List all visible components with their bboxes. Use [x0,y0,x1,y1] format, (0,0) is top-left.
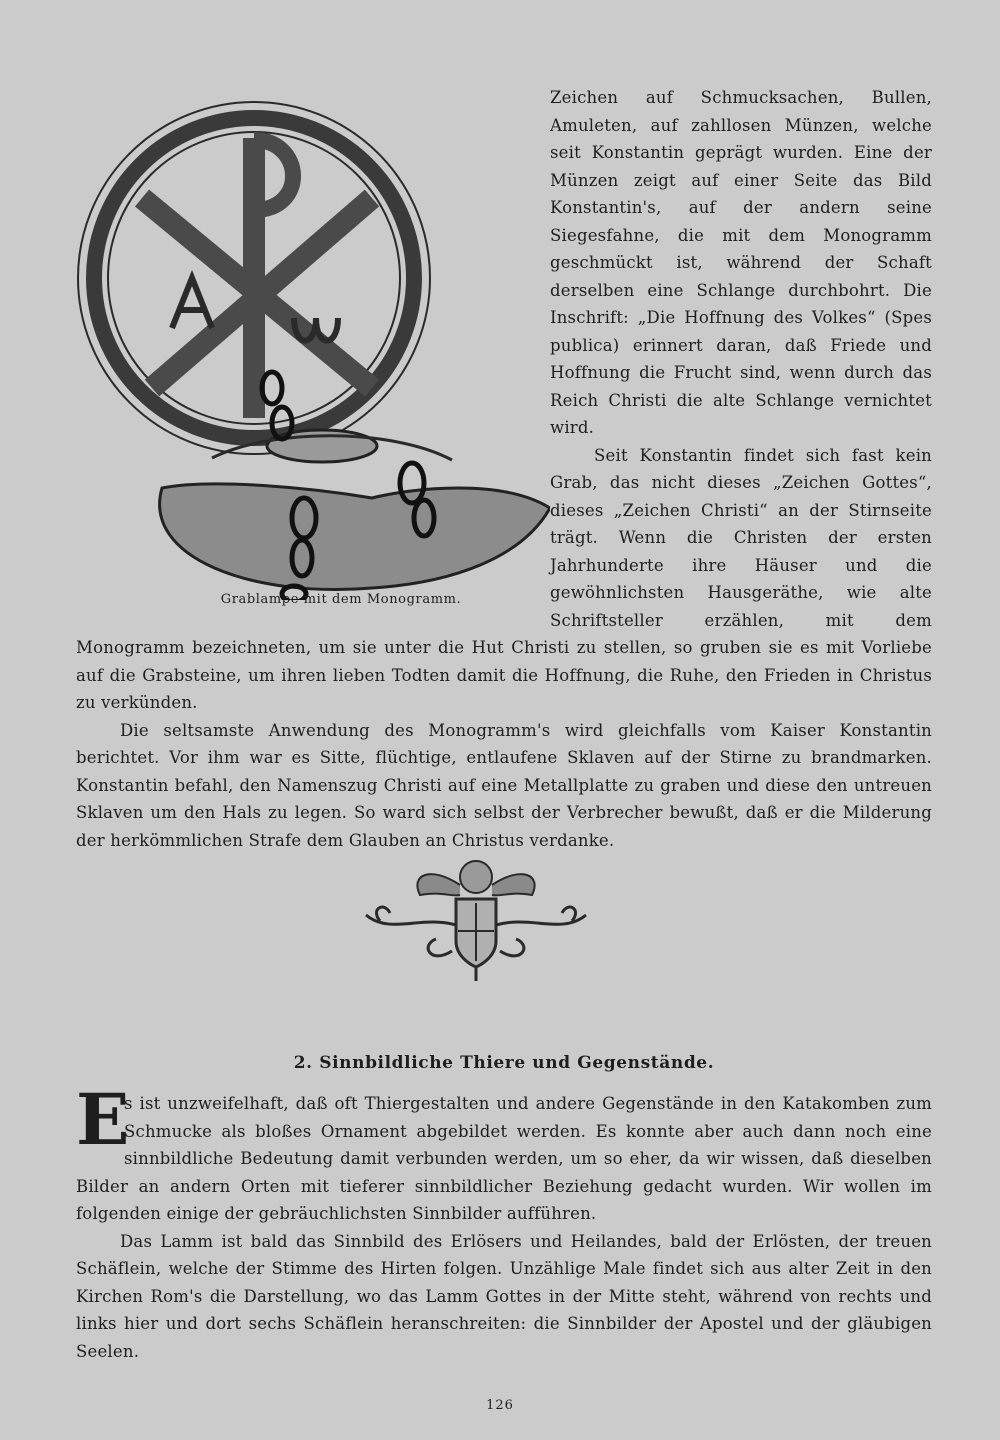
section-title: 2. Sinnbildliche Thiere und Gegenstände. [293,1053,715,1073]
dropcap: E [76,1078,130,1161]
page-number: 126 [486,1398,514,1413]
paragraph-top-2: Seit Konstantin findet sich fast kein Grab, das nicht dieses „Zeichen Gottes“, dieses „Zeichen Christi“ an der Stirnseite trägt. Wenn die Christen der ersten Jahrhunderte ihre Häuser und die gewöhnlichsten Hausgeräthe, wie alte Schriftsteller erzählen, mit dem Monogramm bezeichneten, um sie unter die Hut Christi zu stellen, so gruben sie es mit Vorliebe auf die Grabsteine, um ihren lieben Todten damit die Hoffnung, die Ruhe, den Frieden in Christus zu verkünden. [76,445,932,712]
paragraph-top-3: Die seltsamste Anwendung des Monogramm's wird gleichfalls vom Kaiser Konstantin berichtet. Vor ihm war es Sitte, flüchtige, entlaufene Sklaven auf der Stirne zu brandmarken. Konstantin befahl, den Namenszug Christi auf eine Metallplatte zu graben und diese den untreuen Sklaven um den Hals zu legen. So ward sich selbst der Verbrecher bewußt, daß er die Milderung der herkömmlichen Strafe dem Glauben an Christus verdanke. [76,720,932,850]
bottom-text-block [76,1078,932,1365]
paragraph-top-1: Zeichen auf Schmucksachen, Bullen, Amuleten, auf zahllosen Münzen, welche seit Konstantin geprägt wurden. Eine der Münzen zeigt auf einer Seite das Bild Konstantin's, auf der andern seine Siegesfahne, die mit dem Monogramm geschmückt ist, während der Schaft derselben eine Schlange durchbohrt. Die Inschrift: „Die Hoffnung des Volkes“ (Spes publica) erinnert daran, daß Friede und Hoffnung die Frucht sind, wenn durch das Reich Christi die alte Schlange vernichtet wird. [550,88,932,437]
figure-caption: Grablampe mit dem Monogramm. [220,592,462,607]
angel-crest-icon [360,855,592,985]
angel-ornament [360,855,592,985]
paragraph-bottom-1: s ist unzweifelhaft, daß oft Thiergestalten und andere Gegenstände in den Katakomben zum Schmucke als bloßes Ornament abgebildet werden. Es konnte aber auch dann noch eine sinnbildliche Bedeutung damit verbunden werden, um so eher, da wir wissen, daß dieselben Bilder an andern Orten mit tieferer sinnbildlicher Beziehung gedacht wurden. Wir wollen im folgenden einige der gebräuchlichsten Sinnbilder aufführen. [76,1094,932,1223]
top-text-block [76,84,932,854]
lamp-figure [72,88,550,628]
paragraph-bottom-2: Das Lamm ist bald das Sinnbild des Erlösers und Heilandes, bald der Erlösten, der treuen Schäflein, welche der Stimme des Hirten folgen. Unzählige Male findet sich aus alter Zeit in den Kirchen Rom's die Darstellung, wo das Lamm Gottes in der Mitte steht, während von rechts und links hier und dort sechs Schäflein heranschreiten: die Sinnbilder der Apostel und der gläubigen Seelen. [76,1231,932,1361]
grave-lamp-illustration [72,88,550,600]
